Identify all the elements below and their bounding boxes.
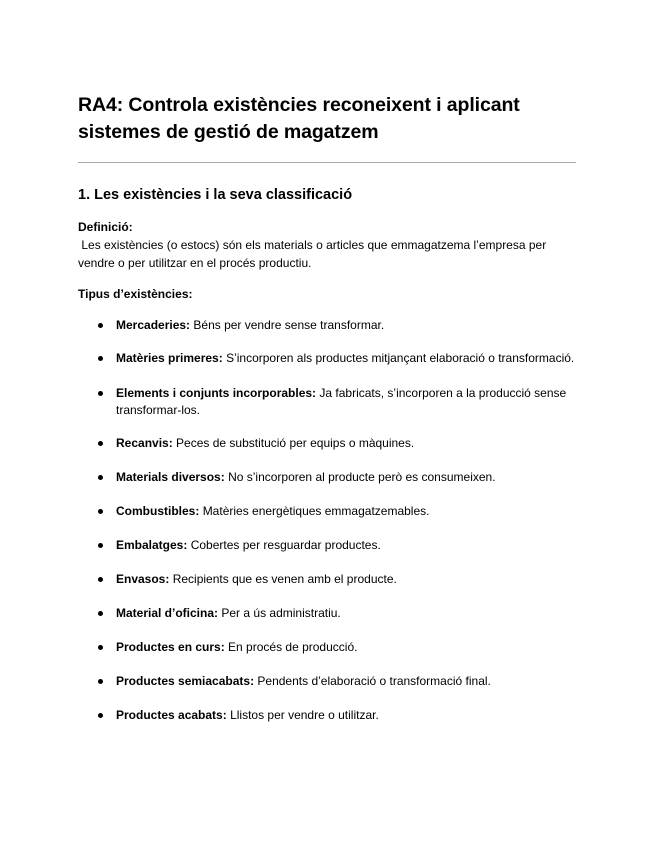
bullet-icon [98,543,103,548]
item-term: Productes acabats: [116,708,227,722]
item-description: No s’incorporen al producte però es consumeixen. [228,470,496,484]
list-item [78,537,578,554]
item-term: Matèries primeres: [116,351,223,365]
list-item [78,605,578,622]
item-term: Combustibles: [116,504,200,518]
list-item [78,317,578,334]
item-description: Béns per vendre sense transformar. [193,318,385,332]
list-item [78,385,578,419]
item-description: Matèries energètiques emmagatzemables. [202,504,430,518]
page-title: RA4: Controla existències reconeixent i aplicant sistemes de gestió de magatzem [78,94,520,143]
item-term: Productes semiacabats: [116,674,255,688]
item-term: Recanvis: [116,436,173,450]
item-description: Per a ús administratiu. [221,606,341,620]
item-description: S’incorporen als productes mitjançant elaboració o transformació. [226,351,575,365]
item-description: Pendents d’elaboració o transformació final. [257,674,491,688]
list-item [78,469,578,486]
item-term: Material d’oficina: [116,606,219,620]
bullet-icon [98,356,103,361]
list-item [78,350,578,367]
list-item [78,673,578,690]
list-item [78,639,578,656]
bullet-icon [98,713,103,718]
types-label: Tipus d’existències: [78,287,193,301]
item-description: Llistos per vendre o utilitzar. [230,708,379,722]
item-term: Mercaderies: [116,318,191,332]
bullet-icon [98,391,103,396]
list-item [78,503,578,520]
bullet-icon [98,679,103,684]
item-description: Cobertes per resguardar productes. [190,538,381,552]
item-term: Elements i conjunts incorporables: [116,386,317,400]
item-term: Productes en curs: [116,640,225,654]
item-term: Materials diversos: [116,470,225,484]
section-heading: 1. Les existències i la seva classificació [78,187,353,203]
item-description: Recipients que es venen amb el producte. [172,572,397,586]
list-item [78,707,578,724]
bullet-icon [98,475,103,480]
horizontal-divider [78,162,576,163]
definition-text-content: Les existències (o estocs) són els materials o articles que emmagatzema l’empresa per vendre o per utilitzar en el procés productiu. [78,238,547,270]
list-item [78,571,578,588]
document-page [78,92,578,724]
item-description: Peces de substitució per equips o màquines. [176,436,415,450]
definition-label: Definició: [78,220,133,234]
bullet-icon [98,577,103,582]
item-term: Embalatges: [116,538,188,552]
bullet-icon [98,441,103,446]
bullet-icon [98,323,103,328]
item-description: Ja fabricats, s’incorporen a la producció sense transformar-los. [116,386,567,417]
types-list [78,317,578,724]
item-description: En procés de producció. [228,640,358,654]
bullet-icon [98,645,103,650]
bullet-icon [98,611,103,616]
definition-text [78,236,578,272]
bullet-icon [98,509,103,514]
list-item [78,435,578,452]
item-term: Envasos: [116,572,170,586]
